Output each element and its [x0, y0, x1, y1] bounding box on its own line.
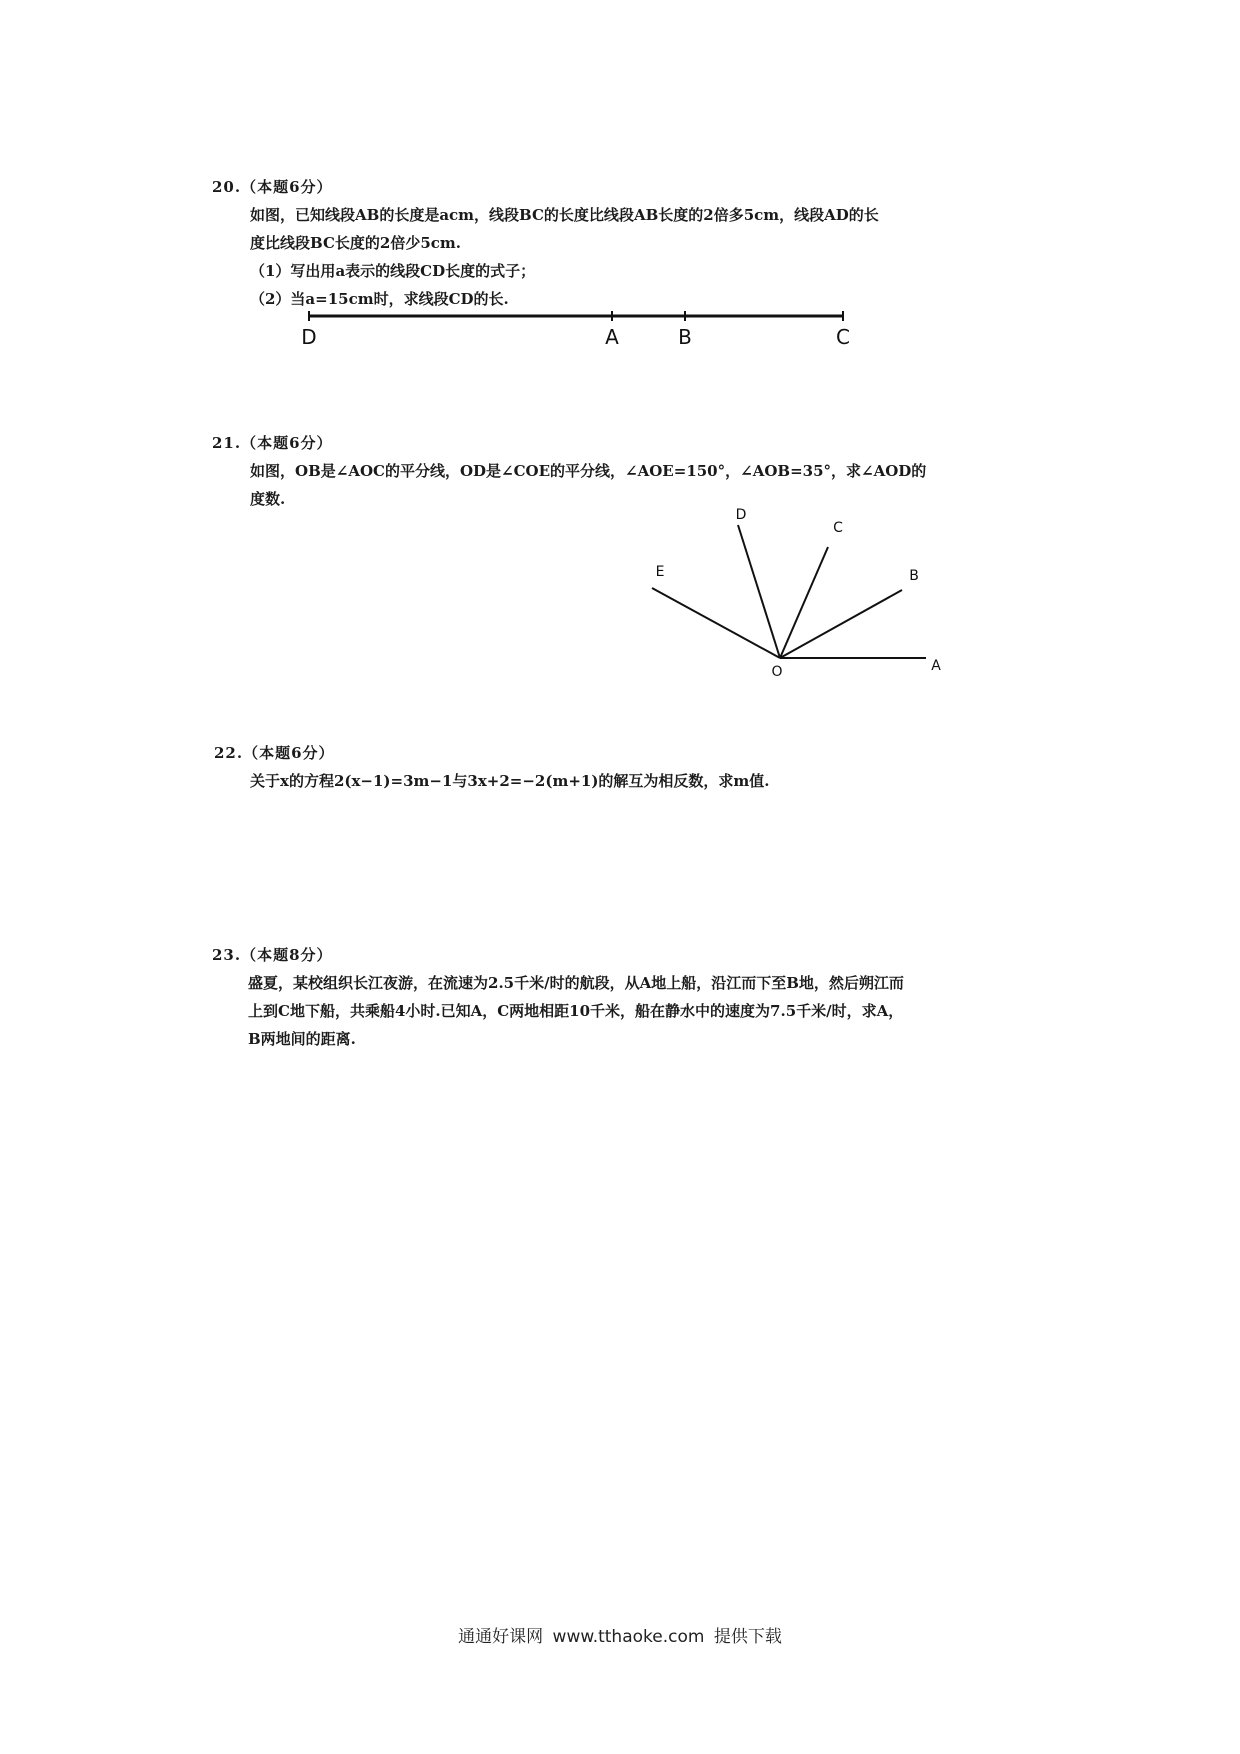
label-c: C	[833, 520, 843, 536]
question-21-line-1: 如图，OB是∠AOC的平分线，OD是∠COE的平分线，∠AOE=150°，∠AOB=35°，求∠AOD的	[250, 462, 927, 480]
question-21-heading: 21.（本题6分）	[212, 434, 333, 452]
label-d: D	[301, 325, 317, 349]
angle-figure	[640, 500, 950, 690]
question-22-line-1: 关于x的方程2(x−1)=3m−1与3x+2=−2(m+1)的解互为相反数，求m值.	[250, 772, 770, 790]
label-b: B	[909, 568, 919, 584]
question-21-line-2: 度数.	[250, 490, 286, 508]
ray-ob	[780, 590, 902, 658]
question-20-line-2: 度比线段BC长度的2倍少5cm.	[250, 234, 461, 252]
question-22-heading: 22.（本题6分）	[214, 744, 335, 762]
label-c: C	[836, 325, 850, 349]
label-e: E	[655, 564, 665, 580]
question-23-line-3: B两地间的距离.	[248, 1030, 356, 1048]
question-20-line-4: （2）当a=15cm时，求线段CD的长.	[250, 290, 509, 308]
question-20-heading: 20.（本题6分）	[212, 178, 333, 196]
question-20-line-3: （1）写出用a表示的线段CD长度的式子；	[250, 262, 536, 280]
question-23-line-1: 盛夏，某校组织长江夜游，在流速为2.5千米/时的航段，从A地上船，沿江而下至B地，然后朔江而	[248, 974, 904, 992]
ray-oc	[780, 547, 828, 658]
label-o: O	[771, 664, 783, 680]
question-23-heading: 23.（本题8分）	[212, 946, 333, 964]
label-a: A	[605, 325, 619, 349]
question-23-line-2: 上到C地下船，共乘船4小时.已知A，C两地相距10千米，船在静水中的速度为7.5千米/时，求A，	[248, 1002, 904, 1020]
label-b: B	[678, 325, 692, 349]
label-d: D	[735, 507, 747, 523]
label-a: A	[931, 658, 941, 674]
line-segment-figure	[290, 300, 870, 360]
question-20-line-1: 如图，已知线段AB的长度是acm，线段BC的长度比线段AB长度的2倍多5cm，线段AD的长	[250, 206, 879, 224]
footer-credit: 通通好课网 www.tthaoke.com 提供下载	[458, 1627, 782, 1647]
